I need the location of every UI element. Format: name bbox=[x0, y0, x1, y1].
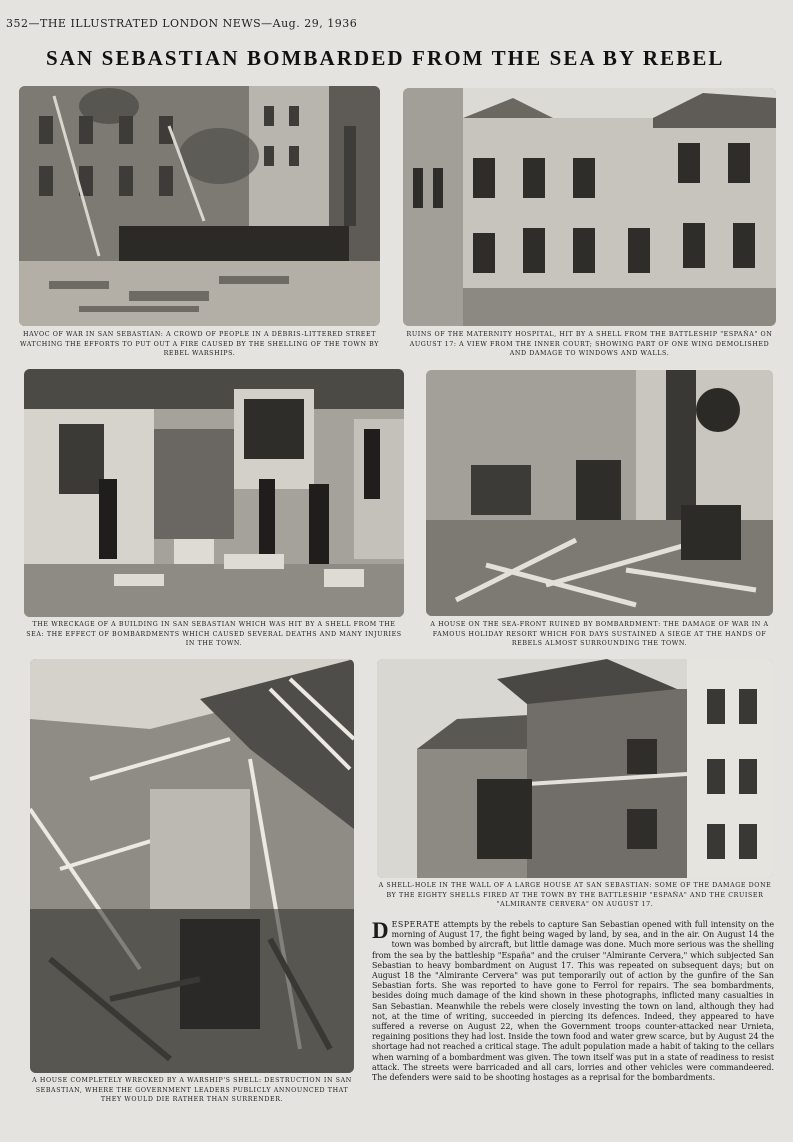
photo-sea-front-house bbox=[426, 370, 773, 616]
article-body bbox=[372, 920, 774, 1083]
caption-photo-6: A SHELL-HOLE IN THE WALL OF A LARGE HOUSE AT SAN SEBASTIAN: SOME OF THE DAMAGE DONE BY THE EIGHTY SHELLS FIRED AT THE TOWN BY THE BATTLESHIP "ESPAÑA" AND THE CRUISER "ALMIRANTE CERVERA" ON AUGUST 17. bbox=[378, 882, 772, 909]
caption-photo-1: HAVOC OF WAR IN SAN SEBASTIAN: A CROWD OF PEOPLE IN A DÉBRIS-LITTERED STREET WATCHING THE EFFORTS TO PUT OUT A FIRE CAUSED BY THE SHELLING OF THE TOWN BY REBEL WARSHIPS. bbox=[19, 331, 380, 358]
caption-photo-4: A HOUSE ON THE SEA-FRONT RUINED BY BOMBARDMENT: THE DAMAGE OF WAR IN A FAMOUS HOLIDAY RESORT WHICH FOR DAYS SUSTAINED A SIEGE AT THE HANDS OF REBELS ALMOST SURROUNDING THE TOWN. bbox=[430, 621, 769, 648]
photo-street-fire bbox=[19, 86, 380, 326]
caption-photo-3: THE WRECKAGE OF A BUILDING IN SAN SEBASTIAN WHICH WAS HIT BY A SHELL FROM THE SEA: THE EFFECT OF BOMBARDMENTS WHICH CAUSED SEVERAL DEATHS AND MANY INJURIES IN THE TOWN. bbox=[26, 621, 402, 648]
photo-shell-hole bbox=[377, 659, 773, 878]
headline: SAN SEBASTIAN BOMBARDED FROM THE SEA BY REBEL bbox=[46, 46, 725, 70]
photo-wrecked-house bbox=[30, 659, 354, 1073]
running-head: 352—THE ILLUSTRATED LONDON NEWS—Aug. 29, 1936 bbox=[6, 17, 358, 30]
photo-wrecked-building bbox=[24, 369, 404, 617]
caption-photo-2: RUINS OF THE MATERNITY HOSPITAL, HIT BY A SHELL FROM THE BATTLESHIP "ESPAÑA" ON AUGUST 17: A VIEW FROM THE INNER COURT; SHOWING PART OF ONE WING DEMOLISHED AND DAMAGE TO WINDOWS AND WALLS. bbox=[406, 331, 773, 358]
caption-photo-5: A HOUSE COMPLETELY WRECKED BY A WARSHIP'S SHELL: DESTRUCTION IN SAN SEBASTIAN, WHERE THE GOVERNMENT LEADERS PUBLICLY ANNOUNCED THAT THEY WOULD DIE RATHER THAN SURRENDER. bbox=[32, 1077, 352, 1104]
article-text: attempts by the rebels to capture San Sebastian opened with full intensity on the morning of August 17, the fight being waged by land, by sea, and in the air. On August 14 the town was bombed by aircraft, but little damage was done. Much more serious was the shelling from the sea by the battleship "España" and the cruiser "Almirante Cervera," which subjected San Sebastian to heavy bombardment on August 17. This was repeated on subsequent days; but on August 18 the "Almirante Cervera" was put temporarily out of action by the gunfire of the San Sebastian forts. She was reported to have gone to Ferrol for repairs. The sea bombardments, besides doing much damage of the kind shown in these photographs, inflicted many casualties in San Sebastian. Meanwhile the rebels were closely investing the town on land, although they had not, at the time of writing, succeeded in piercing its defences. Indeed, they appeared to have suffered a reverse on August 22, when the Government troops counter-attacked near Urnieta, regaining positions they had lost. Inside the town food and water grew scarce, but by August 24 the shortage had not reached a critical stage. The adult population made a habit of taking to the cellars when warning of a bombardment was given. The town itself was put in a state of readiness to resist attack. The streets were barricaded and all cars, lorries and other vehicles were commandeered. The defenders were said to be shooting hostages as a reprisal for the bombardments. bbox=[372, 920, 774, 1083]
photo-maternity-hospital bbox=[403, 88, 776, 326]
article-dropcap: D bbox=[372, 918, 389, 943]
article-lead-word: ESPERATE bbox=[391, 920, 441, 929]
